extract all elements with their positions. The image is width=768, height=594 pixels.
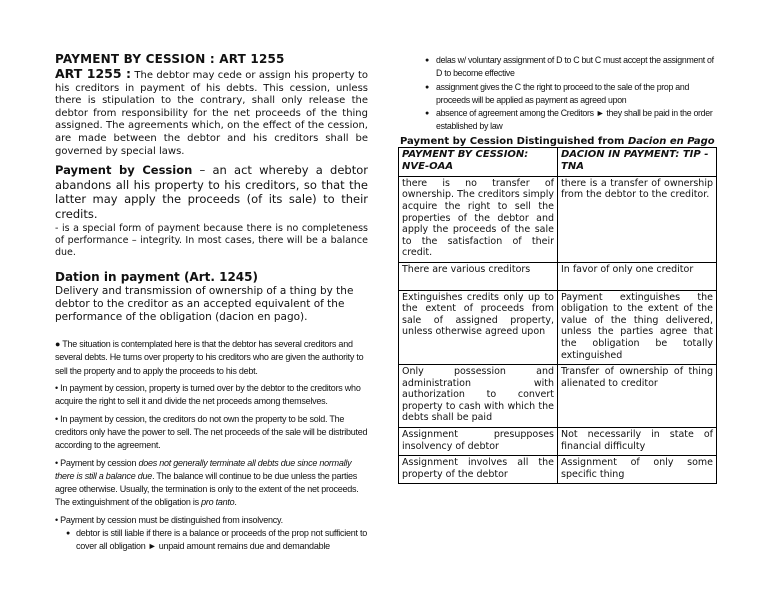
dation-heading: Dation in payment (Art. 1245) (55, 270, 258, 285)
comparison-table (398, 147, 717, 485)
list-item: ● delas w/ voluntary assignment of D to C but C must accept the assignment of D to become effective (436, 54, 716, 81)
table-row (399, 290, 717, 365)
document-title: PAYMENT BY CESSION : ART 1255 (55, 52, 285, 66)
payment-by-cession-lead: – an act whereby a debtor abandons all his property to his creditors, so that the latter may apply the proceeds (of its sale) to their credits. (55, 163, 368, 221)
cession-note-3: • In payment by cession, the creditors do not own the property to be sold. The creditors only have the power to sell. The net proceeds of the sale will be distributed according to the agreement. (55, 413, 368, 451)
note-4-middle: . The balance will continue to be due unless the parties agree otherwise. Usually, the termination is only to the extent of the net proceeds. The extinguishment of the obligation is (55, 470, 359, 508)
payment-by-cession-label: Payment by Cession (55, 163, 193, 178)
cession-note-2: • In payment by cession, property is turned over by the debtor to the creditors who acquire the right to sell it and divide the net proceeds among themselves. (55, 383, 361, 407)
cession-notes (55, 338, 368, 553)
payment-by-cession-note: - is a special form of payment because there is no completeness of performance – integrity. In most cases, there will be a balance due. (55, 222, 368, 258)
dation-definition: Delivery and transmission of ownership of a thing by the debtor to the creditor as an accepted equivalent of the performance of the obligation (dacion en pago). (55, 285, 354, 324)
left-column (55, 52, 368, 554)
note-4-pro-tanto: pro tanto (201, 497, 235, 508)
header-payment-by-cession: PAYMENT BY CESSION: NVE-OAA (399, 147, 558, 176)
right-column (398, 54, 716, 484)
list-item: ● absence of agreement among the Creditors ► they shall be paid in the order established by law (436, 107, 716, 134)
art-1255-text: The debtor may cede or assign his property to his creditors in payment of his debts. This cession, unless there is stipulation to the contrary, shall only release the debtor from responsibility for the net proceeds of the thing assigned. The agreements which, on the effect of the cession, are made between the debtor and his creditors shall be governed by special laws. (55, 70, 368, 157)
note-4-emphasis: does not generally terminate all debts due since normally there is still a balance due (55, 457, 352, 481)
table-cell: Assignment involves all the property of the debtor (399, 456, 558, 484)
art-1255-paragraph (55, 68, 368, 158)
table-cell: Not necessarily in state of financial difficulty (558, 428, 717, 456)
table-caption (400, 136, 716, 147)
table-row (399, 176, 717, 262)
table-row (399, 428, 717, 456)
table-row (399, 456, 717, 484)
header-dacion-in-payment: DACION IN PAYMENT: TIP - TNA (558, 147, 717, 176)
table-cell: Payment extinguishes the obligation to the extent of the value of the thing delivered, unless the parties agree that the obligation be totally extinguished (558, 290, 717, 365)
table-cell: there is a transfer of ownership from the debtor to the creditor. (558, 176, 717, 262)
table-header-row (399, 147, 717, 176)
art-1255-label: ART 1255 : (55, 66, 132, 81)
assignment-bullets (398, 54, 716, 134)
table-cell: Only possession and administration with authorization to convert property to cash with which the debts shall be paid (399, 365, 558, 428)
list-item: ● debtor is still liable if there is a balance or proceeds of the prop not sufficient to cover all obligation ► unpaid amount remains due and demandable (76, 527, 368, 554)
caption-emphasis: Dacion en Pago (627, 135, 715, 147)
note-4-end: . (234, 497, 237, 508)
cession-note-1: ● The situation is contemplated here is that the debtor has several creditors and several debts. He turns over property to his creditors who are given the authority to sell the property and to apply the proceeds to his debt. (55, 339, 364, 376)
table-cell: Assignment presupposes insolvency of debtor (399, 428, 558, 456)
table-cell: There are various creditors (399, 262, 558, 290)
cession-note-5-sublist (55, 527, 368, 554)
caption-text: Payment by Cession Distinguished from (400, 135, 628, 147)
table-cell: In favor of only one creditor (558, 262, 717, 290)
list-item: ● assignment gives the C the right to proceed to the sale of the prop and proceeds will be applied as payment as agreed upon (436, 81, 716, 108)
note-4-start: • Payment by cession (55, 457, 139, 468)
cession-note-4 (55, 457, 368, 510)
table-cell: there is no transfer of ownership. The creditors simply acquire the right to sell the properties of the debtor and apply the proceeds of the sale to the satisfaction of their credit. (399, 176, 558, 262)
payment-by-cession-definition (55, 164, 368, 222)
table-row (399, 365, 717, 428)
table-cell: Transfer of ownership of thing alienated to creditor (558, 365, 717, 428)
cession-note-5: • Payment by cession must be distinguished from insolvency. (55, 514, 283, 525)
table-cell: Extinguishes credits only up to the extent of proceeds from sale of assigned property, unless otherwise agreed upon (399, 290, 558, 365)
table-cell: Assignment of only some specific thing (558, 456, 717, 484)
table-row (399, 262, 717, 290)
